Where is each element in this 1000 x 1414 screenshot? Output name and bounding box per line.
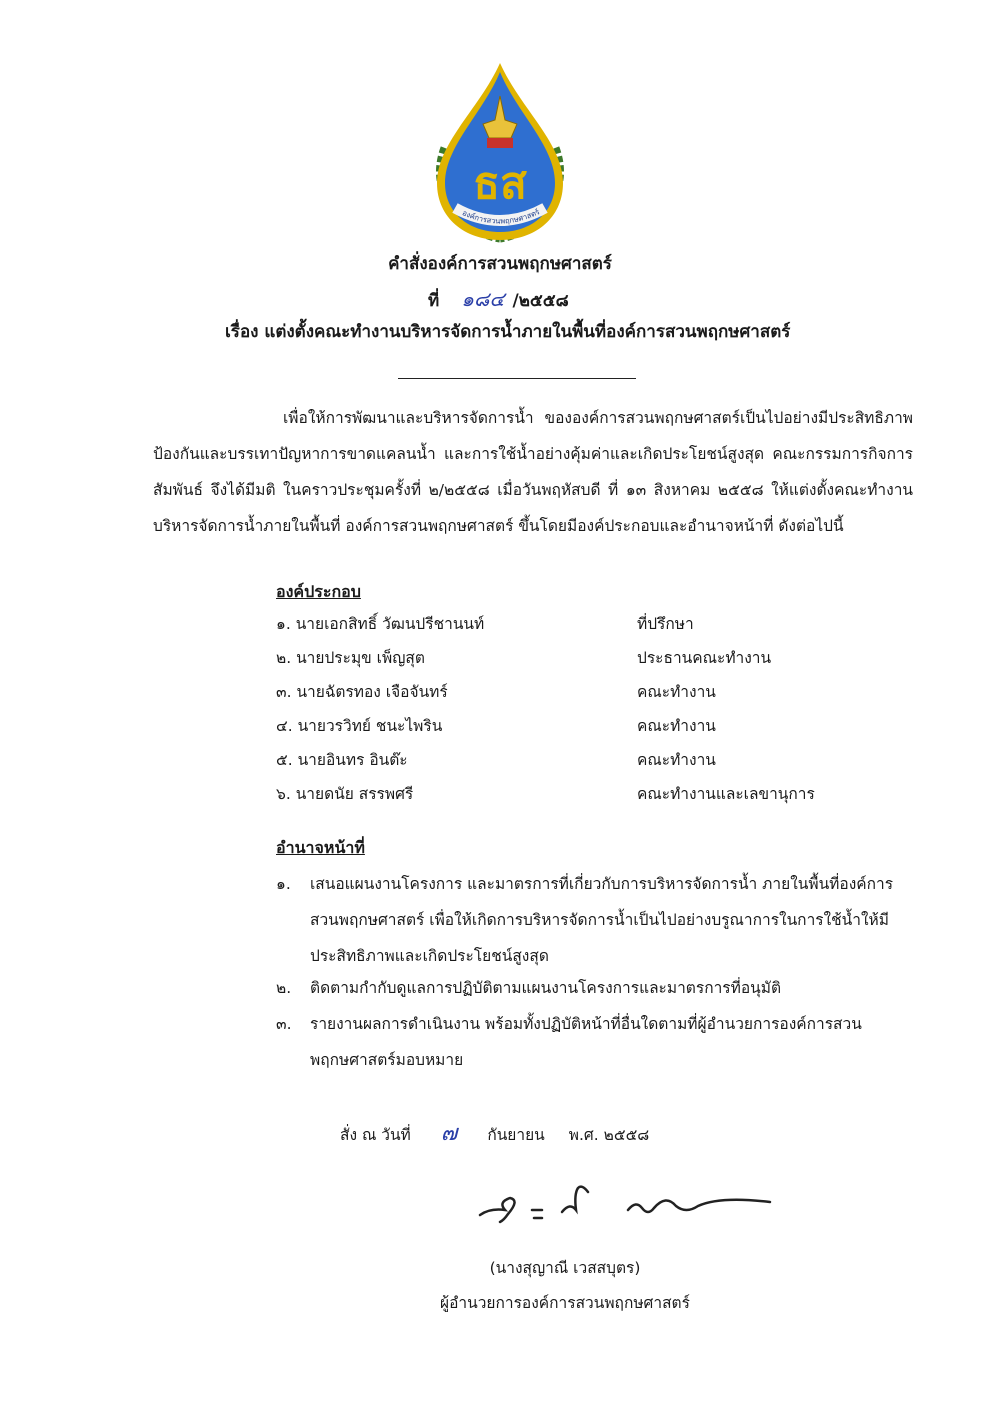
order-year: พ.ศ. ๒๕๕๘ <box>568 1126 650 1144</box>
duty-number: ๒. <box>276 979 292 997</box>
order-number-handwritten: ๑๘๔ <box>461 287 505 311</box>
member-row <box>276 675 876 709</box>
body-paragraph <box>153 400 913 544</box>
member-role: ประธานคณะทำงาน <box>637 649 772 667</box>
member-name: ๖. นายดนัย สรรพศรี <box>276 785 414 803</box>
member-name: ๕. นายอินทร อินต๊ะ <box>276 751 408 769</box>
member-role: คณะทำงาน <box>637 683 716 701</box>
order-number-prefix: ที่ <box>428 291 440 311</box>
member-name: ๔. นายวรวิทย์ ชนะไพริน <box>276 717 443 735</box>
member-role: คณะทำงาน <box>637 717 716 735</box>
member-name: ๓. นายฉัตรทอง เจือจันทร์ <box>276 683 448 701</box>
order-date-prefix: สั่ง ณ วันที่ <box>340 1126 411 1144</box>
handwritten-signature <box>470 1180 780 1240</box>
order-subject: เรื่อง แต่งตั้งคณะทำงานบริหารจัดการน้ำภายในพื้นที่องค์การสวนพฤกษศาสตร์ <box>225 322 791 342</box>
member-name: ๒. นายประมุข เพ็ญสุต <box>276 649 425 667</box>
member-row <box>276 777 876 811</box>
composition-heading: องค์ประกอบ <box>276 582 361 601</box>
order-date <box>340 1115 649 1150</box>
duty-text: เสนอแผนงานโครงการ และมาตรการที่เกี่ยวกับการบริหารจัดการน้ำ ภายในพื้นที่องค์การสวนพฤกษศาสตร์ เพื่อให้เกิดการบริหารจัดการน้ำเป็นไปอย่างบรูณาการในการใช้น้ำให้มีประสิทธิภาพและเกิดประโยชน์สูงสุด <box>310 875 894 965</box>
member-role: คณะทำงานและเลขานุการ <box>637 785 815 803</box>
duty-text: รายงานผลการดำเนินงาน พร้อมทั้งปฏิบัติหน้าที่อื่นใดตามที่ผู้อำนวยการองค์การสวนพฤกษศาสตร์มอบหมาย <box>310 1015 862 1069</box>
duty-number: ๓. <box>276 1015 292 1033</box>
duty-number: ๑. <box>276 875 291 893</box>
order-number-year: /๒๕๕๘ <box>512 291 569 311</box>
divider <box>398 378 636 379</box>
order-title: คำสั่งองค์การสวนพฤกษศาสตร์ <box>388 254 612 274</box>
order-day-handwritten: ๗ <box>440 1121 458 1146</box>
signer-name: (นางสุญาณี เวสสบุตร) <box>489 1259 641 1277</box>
member-role: ที่ปรึกษา <box>637 615 694 633</box>
organization-logo <box>425 58 575 248</box>
svg-text:องค์การสวนพฤกษศาสตร์: องค์การสวนพฤกษศาสตร์ <box>460 207 542 226</box>
body-paragraph-text: เพื่อให้การพัฒนาและบริหารจัดการน้ำ ขององค์การสวนพฤกษศาสตร์เป็นไปอย่างมีประสิทธิภาพ ป้องกันและบรรเทาปัญหาการขาดแคลนน้ำ และการใช้น้ำอย่างคุ้มค่าและเกิดประโยชน์สูงสุด คณะกรรมการกิจการสัมพันธ์ จึงได้มีมติ ในคราวประชุมครั้งที่ ๒/๒๕๕๘ เมื่อวันพฤหัสบดี ที่ ๑๓ สิงหาคม ๒๕๕๘ ให้แต่งตั้งคณะทำงานบริหารจัดการน้ำภายในพื้นที่ องค์การสวนพฤกษศาสตร์ ขึ้นโดยมีองค์ประกอบและอำนาจหน้าที่ ดังต่อไปนี้ <box>153 409 913 535</box>
duty-text: ติดตามกำกับดูแลการปฏิบัติตามแผนงานโครงการและมาตรการที่อนุมัติ <box>310 979 782 997</box>
svg-text:ธส: ธส <box>473 158 527 209</box>
member-row <box>276 743 876 777</box>
member-row <box>276 607 876 641</box>
order-month: กันยายน <box>487 1126 545 1144</box>
member-role: คณะทำงาน <box>637 751 716 769</box>
member-row <box>276 641 876 675</box>
member-row <box>276 709 876 743</box>
duties-heading: อำนาจหน้าที่ <box>276 838 365 857</box>
order-number <box>428 283 569 315</box>
member-name: ๑. นายเอกสิทธิ์ วัฒนปรีชานนท์ <box>276 615 485 633</box>
signer-position: ผู้อำนวยการองค์การสวนพฤกษศาสตร์ <box>440 1294 690 1312</box>
